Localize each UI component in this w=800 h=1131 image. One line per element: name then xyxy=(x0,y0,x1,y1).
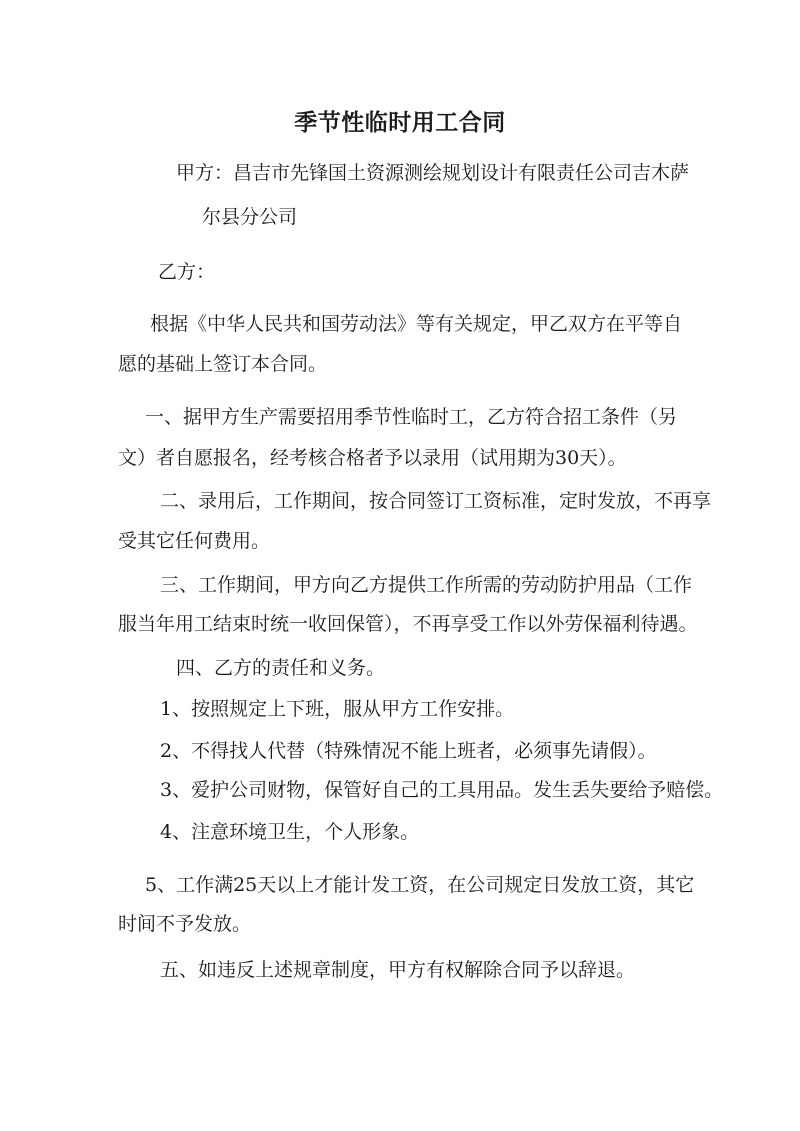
duty-item-3: 3、爱护公司财物，保管好自己的工具用品。发生丢失要给予赔偿。 xyxy=(160,779,724,801)
clause-5: 五、如违反上述规章制度，甲方有权解除合同予以辞退。 xyxy=(160,959,636,981)
document-title: 季节性临时用工合同 xyxy=(294,110,506,136)
clause-2-line-1: 二、录用后，工作期间，按合同签订工资标准，定时发放，不再享 xyxy=(160,490,712,512)
clause-1-line-1: 一、据甲方生产需要招用季节性临时工，乙方符合招工条件（另 xyxy=(145,406,678,428)
party-a-line-1: 甲方：昌吉市先锋国土资源测绘规划设计有限责任公司吉木萨 xyxy=(176,162,690,184)
clause-1-line-2: 文）者自愿报名，经考核合格者予以录用（试用期为30天）。 xyxy=(118,447,627,469)
clause-4-heading: 四、乙方的责任和义务。 xyxy=(176,657,386,679)
clause-3-line-1: 三、工作期间，甲方向乙方提供工作所需的劳动防护用品（工作 xyxy=(160,574,693,596)
clause-3-line-2: 服当年用工结束时统一收回保管），不再享受工作以外劳保福利待遇。 xyxy=(118,613,698,635)
intro-line-2: 愿的基础上签订本合同。 xyxy=(118,353,328,375)
duty-item-4: 4、注意环境卫生，个人形象。 xyxy=(160,821,420,843)
party-a-line-2: 尔县分公司 xyxy=(202,206,298,228)
party-b-label: 乙方： xyxy=(158,261,216,283)
clause-2-line-2: 受其它任何费用。 xyxy=(118,530,271,552)
intro-line-1: 根据《中华人民共和国劳动法》等有关规定，甲乙双方在平等自 xyxy=(150,313,683,335)
duty-item-1: 1、按照规定上下班，服从甲方工作安排。 xyxy=(160,698,515,720)
duty-item-2: 2、不得找人代替（特殊情况不能上班者，必须事先请假）。 xyxy=(160,740,657,762)
duty-item-5-line-1: 5、工作满25天以上才能计发工资，在公司规定日发放工资，其它 xyxy=(145,874,695,896)
duty-item-5-line-2: 时间不予发放。 xyxy=(118,913,252,935)
